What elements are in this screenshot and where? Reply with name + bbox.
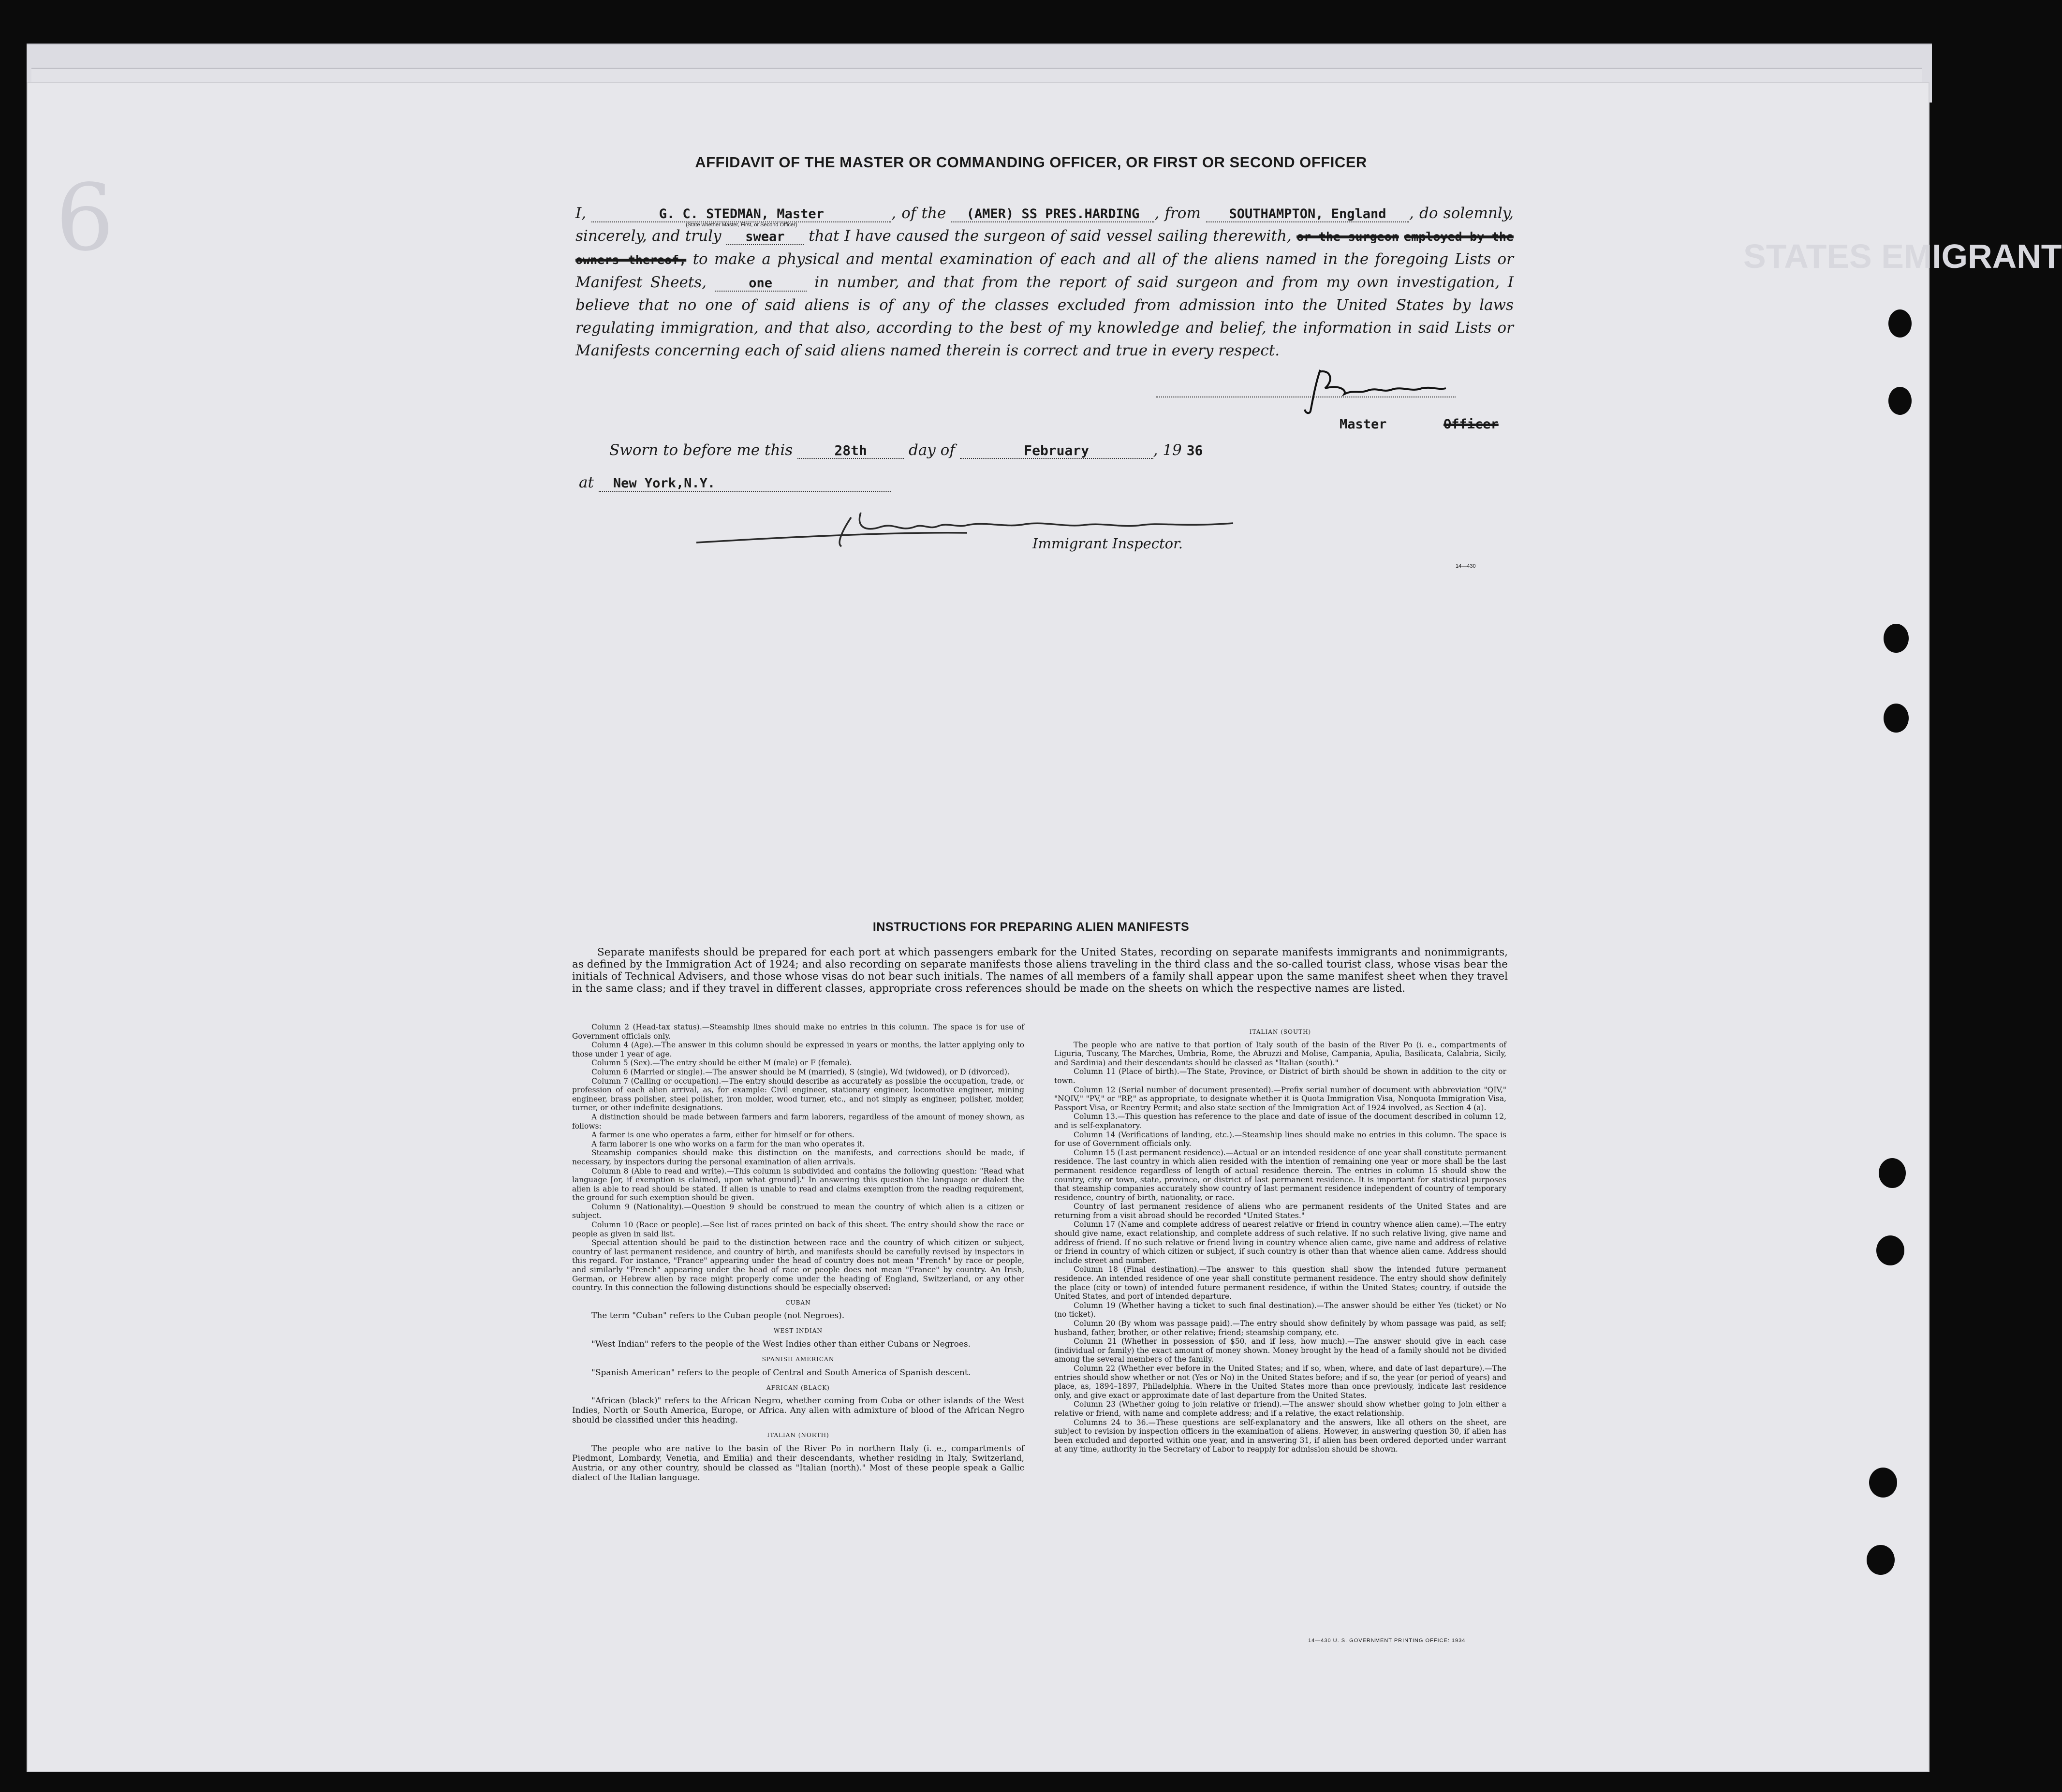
struck-text: or the surgeon <box>1296 230 1399 244</box>
binder-hole <box>1867 1545 1895 1575</box>
officer-name: G. C. STEDMAN, Master <box>659 206 824 221</box>
master-signature <box>1301 365 1456 418</box>
form-code: 14—430 <box>1456 563 1476 569</box>
binder-hole <box>1884 624 1909 653</box>
binder-hole <box>1884 704 1909 733</box>
aff-text: , 19 <box>1153 441 1182 459</box>
bleed-through-text: STATES EMIGRANT <box>1743 237 2062 275</box>
officer-note: (State whether Master, First, or Second Officer) <box>686 222 797 228</box>
printing-office-code: 14—430 U. S. GOVERNMENT PRINTING OFFICE: 1934 <box>1308 1638 1466 1644</box>
aff-text: Sworn to before me this <box>609 441 793 459</box>
instruction-paragraph: "African (black)" refers to the African Negro, whether coming from Cuba or other islands of the West Indies, North or South America, Europe, or Africa. Any alien with admixture of blood of the African Negro should be classified under this heading. <box>572 1396 1024 1425</box>
aff-text: at <box>579 474 594 491</box>
binder-hole <box>1888 387 1912 415</box>
instruction-paragraph: A farmer is one who operates a farm, either for himself or for others. <box>591 1131 854 1140</box>
sworn-day-field: 28th <box>797 443 904 459</box>
instructions-title: INSTRUCTIONS FOR PREPARING ALIEN MANIFESTS <box>872 920 1190 934</box>
sheets-count-field: one <box>715 276 807 292</box>
instruction-paragraph: Column 18 (Final destination).—The answer to this question shall show the intended future permanent residence. An intended residence of one year shall constitute permanent residence. The entry should show definitely the place (city or town) of intended future permanent residence, if within the United States; country, if outside the United States, and port of intended departure. <box>1054 1265 1506 1301</box>
affidavit-title: AFFIDAVIT OF THE MASTER OR COMMANDING OFFICER, OR FIRST OR SECOND OFFICER <box>695 154 1367 171</box>
instruction-paragraph: Column 13.—This question has reference to the place and date of issue of the document described in column 12, and is self-explanatory. <box>1054 1112 1506 1130</box>
heading-african: AFRICAN (BLACK) <box>766 1384 830 1391</box>
instruction-paragraph: Country of last permanent residence of aliens who are permanent residents of the United States and are returning from a visit abroad should be recorded "United States." <box>1054 1202 1506 1220</box>
heading-cuban: CUBAN <box>785 1299 811 1306</box>
place-line <box>579 474 891 492</box>
sworn-month-field: February <box>960 443 1153 459</box>
inspector-label: Immigrant Inspector. <box>1032 535 1183 552</box>
instruction-paragraph: Column 14 (Verifications of landing, etc.).—Steamship lines should make no entries in this column. The space is for use of Government officials only. <box>1054 1130 1506 1148</box>
instruction-paragraph: A distinction should be made between farmers and farm laborers, regardless of the amount of money shown, as follows: <box>572 1112 1024 1131</box>
instruction-paragraph: Column 4 (Age).—The answer in this column should be expressed in years or months, the latter applying only to those under 1 year of age. <box>572 1041 1024 1058</box>
binder-hole <box>1876 1235 1904 1265</box>
port-field: SOUTHAMPTON, England <box>1206 207 1409 222</box>
instruction-paragraph: Column 9 (Nationality).—Question 9 should be construed to mean the country of which alien is a citizen or subject. <box>572 1202 1024 1220</box>
instruction-paragraph: The people who are native to that portion of Italy south of the basin of the River Po (i. e., compartments of Liguria, Tuscany, The Marches, Umbria, Rome, the Abruzzi and Molise, Campania, Apulia, Basilicata, Calabria, Sicily, and Sardinia) and their descendants should be classed as "Italian (south)." <box>1054 1040 1506 1067</box>
master-label: Master <box>1340 417 1387 432</box>
instruction-paragraph: Special attention should be paid to the distinction between race and the country of which citizen or subject, country of last permanent residence, and country of birth, and manifests should be carefully revised by inspectors in this regard. For instance, "France" appearing under the head of country does not mean "French" by race or people, and similarly "French" appearing under the head of race or people does not mean "France" by country. An Irish, German, or Hebrew alien by race might properly come under the heading of England, Switzerland, or any other country. In this connection the following distinctions should be especially observed: <box>572 1238 1024 1293</box>
instruction-paragraph: Column 10 (Race or people).—See list of races printed on back of this sheet. The entry should show the race or people as given in said list. <box>572 1220 1024 1238</box>
heading-spanish-american: SPANISH AMERICAN <box>762 1356 835 1363</box>
heading-italian-south: ITALIAN (SOUTH) <box>1249 1028 1311 1035</box>
instruction-paragraph: Column 21 (Whether in possession of $50, and if less, how much).—The answer should give in each case (individual or family) the exact amount of money shown. Money brought by the head of a family should not be divided among the several members of the family. <box>1054 1337 1506 1364</box>
instruction-paragraph: Column 8 (Able to read and write).—This column is subdivided and contains the following question: "Read what language [or, if exemption is claimed, upon what ground]." In answering this question the language or dialect the alien is able to read should be stated. If alien is unable to read and claims exemption from the reading requirement, the ground for such exemption should be given. <box>572 1166 1024 1203</box>
sworn-year: 36 <box>1186 442 1203 458</box>
instruction-paragraph: Column 22 (Whether ever before in the United States; and if so, when, where, and date of last departure).—The entries should show whether or not (Yes or No) in the United States before; and if so, the year (or period of years) and place, as, 1894–1897, Philadelphia. Where in the United States more than once previously, indicate last residence only, and give exact or approximate date of last departure from the United States. <box>1054 1364 1506 1400</box>
instructions-left-column <box>572 1023 1024 1483</box>
instruction-paragraph: Column 20 (By whom was passage paid).—The entry should show definitely by whom passage was paid, as self; husband, father, brother, or other relative; friend; steamship company, etc. <box>1054 1319 1506 1337</box>
bleed-through-digit: 6 <box>56 164 114 271</box>
instruction-paragraph: Column 17 (Name and complete address of nearest relative or friend in country whence alien came).—The entry should give name, exact relationship, and complete address of such relative. If no such relative living, give name and address of friend. If no such relative or friend living in country whence alien came, give name and address of relative or friend in country of which citizen or subject, if such country is other than that whence alien came. Address should include street and number. <box>1054 1220 1506 1265</box>
instruction-paragraph: Column 2 (Head-tax status).—Steamship lines should make no entries in this column. The space is for use of Government officials only. <box>572 1023 1024 1041</box>
aff-text: that I have caused the surgeon of said vessel sailing therewith, <box>809 227 1292 245</box>
instruction-paragraph: "Spanish American" refers to the people of Central and South America of Spanish descent. <box>591 1367 971 1378</box>
binder-hole <box>1869 1468 1897 1498</box>
aff-text: , from <box>1154 205 1201 222</box>
aff-text: , of the <box>891 205 946 222</box>
instruction-paragraph: Column 5 (Sex).—The entry should be either M (male) or F (female). <box>591 1058 852 1068</box>
binder-hole <box>1879 1158 1906 1188</box>
sworn-line <box>609 441 1203 459</box>
aff-text: in number, and that from the report of said surgeon and from my own investigation, I believe that no one of said aliens is of any of the classes excluded from admission into the United States by laws regulating immigration, and that also, according to the best of my knowledge and belief, the information in said Lists or Manifests concerning each of said aliens named therein is correct and true in every respect. <box>575 274 1514 359</box>
aff-text: day of <box>908 441 955 459</box>
instruction-paragraph: Column 12 (Serial number of document presented).—Prefix serial number of document with abbreviation "QIV," "NQIV," "PV," or "RP," as appropriate, to designate whether it is Quota Immigration Visa, Nonquota Immigration Visa, Passport Visa, or Reentry Permit; and also state section of the Immigration Act of 1924 involved, as Section 4 (a). <box>1054 1085 1506 1112</box>
instruction-paragraph: Column 11 (Place of birth).—The State, Province, or District of birth should be shown in addition to the city or town. <box>1054 1067 1506 1085</box>
instruction-paragraph: The people who are native to the basin of the River Po in northern Italy (i. e., compartments of Piedmont, Lombardy, Venetia, and Emilia) and their descendants, whether residing in Italy, Switzerland, Austria, or any other country, should be classed as "Italian (north)." Most of these people speak a Gallic dialect of the Italian language. <box>572 1443 1024 1483</box>
instruction-paragraph: "West Indian" refers to the people of the West Indies other than either Cubans or Negroes. <box>591 1339 971 1349</box>
aff-text: to make a physical and mental examination of each and all of the aliens named in the foregoing Lists or Manifest Sheets, <box>575 250 1514 291</box>
instruction-paragraph: A farm laborer is one who works on a farm for the man who operates it. <box>591 1139 865 1148</box>
instruction-paragraph: Column 19 (Whether having a ticket to such final destination).—The answer should be either Yes (ticket) or No (no ticket). <box>1054 1301 1506 1319</box>
instruction-paragraph: Column 6 (Married or single).—The answer should be M (married), S (single), Wd (widowed), or D (divorced). <box>591 1067 1010 1076</box>
officer-struck-label: Officer <box>1443 417 1499 432</box>
officer-name-field <box>591 206 891 228</box>
instructions-right-column <box>1054 1028 1506 1454</box>
instruction-paragraph: Steamship companies should make this distinction on the manifests, and corrections should be made, if necessary, by inspectors during the personal examination of alien arrivals. <box>572 1148 1024 1166</box>
aff-text: , do solemnly, sincerely, and truly <box>575 205 1514 245</box>
place-field: New York,N.Y. <box>599 476 891 492</box>
binder-hole <box>1888 309 1912 338</box>
instruction-paragraph: Column 7 (Calling or occupation).—The entry should describe as accurately as possible the occupation, trade, or profession of each alien arrival, as, for example: Civil engineer, stationary engineer, locomotive engineer, mining engineer, brass polisher, steel polisher, iron molder, wood turner, etc., and not simply as engineer, polisher, molder, turner, or other indefinite designations. <box>572 1076 1024 1113</box>
instruction-paragraph: The term "Cuban" refers to the Cuban people (not Negroes). <box>591 1311 845 1321</box>
instructions-intro: Separate manifests should be prepared for each port at which passengers embark for the United States, recording on separate manifests immigrants and nonimmigrants, as defined by the Immigration Act of 1924; and also recording on separate manifests those aliens traveling in the third class and the so-called tourist class, whose visas bear the initials of Technical Advisers, and those whose visas do not bear such initials. The names of all members of a family shall appear upon the same manifest sheet when they travel in the same class; and if they travel in different classes, appropriate cross references should be made on the sheets on which the respective names are listed. <box>572 946 1508 995</box>
affidavit-body <box>575 202 1514 362</box>
heading-west-indian: WEST INDIAN <box>774 1327 823 1335</box>
oath-field: swear <box>726 230 804 245</box>
instruction-paragraph: Column 15 (Last permanent residence).—Actual or an intended residence of one year shall constitute permanent residence. The last country in which alien resided with the intention of remaining one year or more shall be the last permanent residence regardless of length of actual residence therein. The entries in column 15 should show the country, city or town, state, province, or district of last permanent residence. It is important for statistical purposes that steamship companies accurately show country of last permanent residence independent of country of temporary residence, country of birth, nationality, or race. <box>1054 1148 1506 1202</box>
instruction-paragraph: Columns 24 to 36.—These questions are self-explanatory and the answers, like all others on the sheet, are subject to revision by inspection officers in the examination of aliens. However, in answering question 30, if alien has been excluded and deported within one year, and in answering 31, if alien has been ordered deported under warrant at any time, authority in the Secretary of Labor to reapply for admission should be shown. <box>1054 1418 1506 1454</box>
aff-text: I, <box>575 205 587 222</box>
heading-italian-north: ITALIAN (NORTH) <box>767 1432 829 1439</box>
struck-text: employed by the owners thereof, <box>575 230 1514 267</box>
instruction-paragraph: Column 23 (Whether going to join relative or friend).—The answer should show whether going to join either a relative or friend, with name and complete address; and if a relative, the exact relationship. <box>1054 1400 1506 1418</box>
vessel-field: (AMER) SS PRES.HARDING <box>951 207 1154 222</box>
